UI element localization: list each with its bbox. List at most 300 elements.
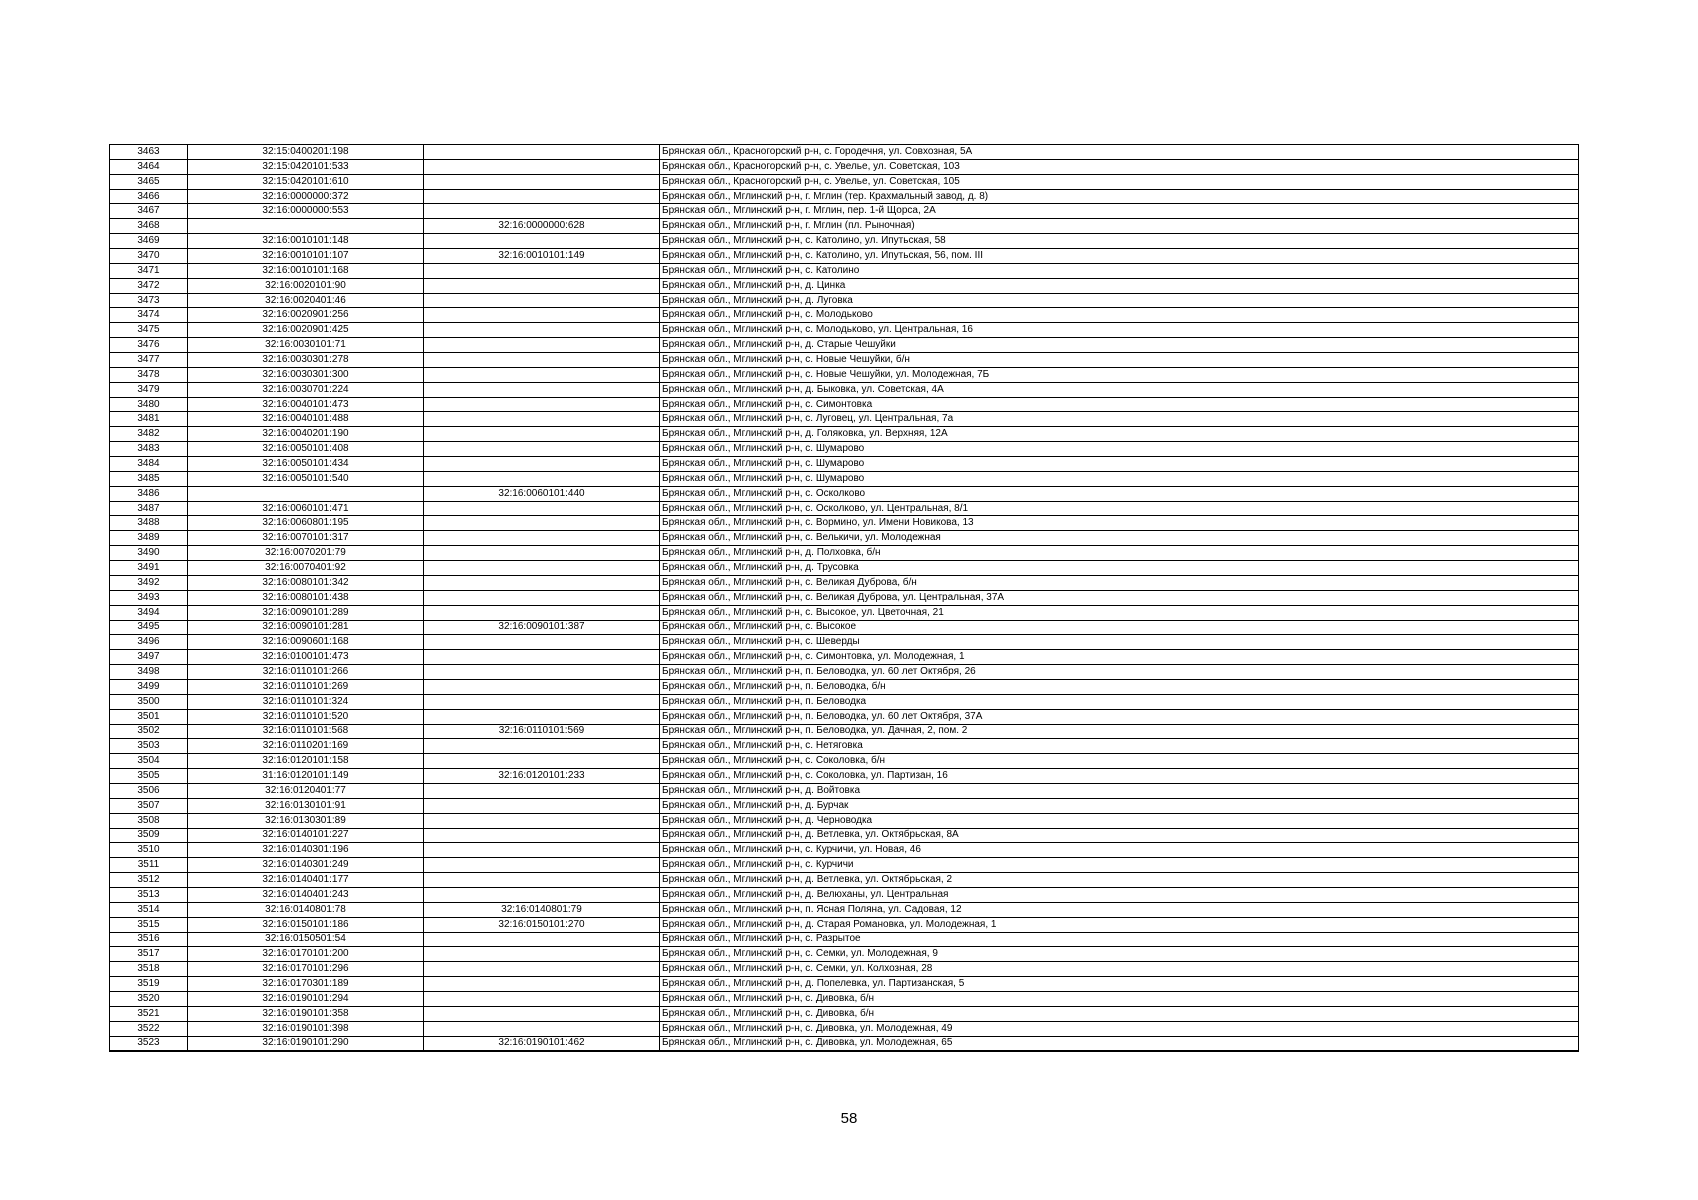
related-cadastral-number-cell	[424, 1021, 660, 1036]
related-cadastral-number-cell	[424, 1006, 660, 1021]
related-cadastral-number-cell	[424, 293, 660, 308]
cadastral-number-cell	[188, 219, 424, 234]
cadastral-number-cell: 32:16:0060101:471	[188, 501, 424, 516]
table-row	[110, 575, 1579, 590]
related-cadastral-number-cell: 32:16:0140801:79	[424, 902, 660, 917]
row-number-cell: 3516	[110, 932, 188, 947]
row-number-cell: 3473	[110, 293, 188, 308]
table-row	[110, 338, 1579, 353]
cadastral-number-cell: 32:16:0110101:324	[188, 694, 424, 709]
row-number-cell: 3511	[110, 858, 188, 873]
cadastral-number-cell: 32:16:0140401:177	[188, 873, 424, 888]
table-row	[110, 828, 1579, 843]
table-row	[110, 145, 1579, 160]
table-row	[110, 843, 1579, 858]
table-row	[110, 650, 1579, 665]
related-cadastral-number-cell	[424, 575, 660, 590]
table-row	[110, 367, 1579, 382]
cadastral-number-cell: 32:16:0150501:54	[188, 932, 424, 947]
table-row	[110, 486, 1579, 501]
address-cell: Брянская обл., Мглинский р-н, с. Великая Дуброва, б/н	[660, 575, 1579, 590]
address-cell: Брянская обл., Мглинский р-н, д. Полховка, б/н	[660, 546, 1579, 561]
row-number-cell: 3506	[110, 783, 188, 798]
related-cadastral-number-cell	[424, 323, 660, 338]
cadastral-number-cell: 32:16:0140401:243	[188, 887, 424, 902]
related-cadastral-number-cell	[424, 650, 660, 665]
address-cell: Брянская обл., Мглинский р-н, п. Беловодка	[660, 694, 1579, 709]
row-number-cell: 3498	[110, 665, 188, 680]
address-cell: Брянская обл., Мглинский р-н, д. Старые Чешуйки	[660, 338, 1579, 353]
cadastral-number-cell: 32:16:0170101:200	[188, 947, 424, 962]
registry-table	[109, 144, 1579, 1052]
address-cell: Брянская обл., Мглинский р-н, с. Высокое, ул. Цветочная, 21	[660, 605, 1579, 620]
table-row	[110, 471, 1579, 486]
table-row	[110, 501, 1579, 516]
related-cadastral-number-cell: 32:16:0090101:387	[424, 620, 660, 635]
table-row	[110, 427, 1579, 442]
row-number-cell: 3482	[110, 427, 188, 442]
cadastral-number-cell: 32:16:0090601:168	[188, 635, 424, 650]
address-cell: Брянская обл., Мглинский р-н, с. Осколково	[660, 486, 1579, 501]
row-number-cell: 3467	[110, 204, 188, 219]
cadastral-number-cell: 32:16:0010101:168	[188, 263, 424, 278]
address-cell: Брянская обл., Мглинский р-н, д. Цинка	[660, 278, 1579, 293]
row-number-cell: 3505	[110, 769, 188, 784]
table-row	[110, 531, 1579, 546]
related-cadastral-number-cell	[424, 531, 660, 546]
table-row	[110, 679, 1579, 694]
cadastral-number-cell: 32:16:0070201:79	[188, 546, 424, 561]
table-row	[110, 635, 1579, 650]
address-cell: Брянская обл., Мглинский р-н, с. Соколовка, ул. Партизан, 16	[660, 769, 1579, 784]
row-number-cell: 3466	[110, 189, 188, 204]
table-row	[110, 278, 1579, 293]
row-number-cell: 3518	[110, 962, 188, 977]
row-number-cell: 3465	[110, 174, 188, 189]
related-cadastral-number-cell	[424, 991, 660, 1006]
row-number-cell: 3515	[110, 917, 188, 932]
row-number-cell: 3517	[110, 947, 188, 962]
cadastral-number-cell: 32:16:0110201:169	[188, 739, 424, 754]
related-cadastral-number-cell	[424, 590, 660, 605]
row-number-cell: 3480	[110, 397, 188, 412]
address-cell: Брянская обл., Мглинский р-н, г. Мглин (тер. Крахмальный завод, д. 8)	[660, 189, 1579, 204]
cadastral-number-cell: 32:16:0080101:438	[188, 590, 424, 605]
table-row	[110, 234, 1579, 249]
cadastral-number-cell: 32:16:0000000:372	[188, 189, 424, 204]
table-row	[110, 991, 1579, 1006]
related-cadastral-number-cell	[424, 977, 660, 992]
cadastral-number-cell: 32:16:0040101:473	[188, 397, 424, 412]
cadastral-number-cell: 32:16:0170101:296	[188, 962, 424, 977]
address-cell: Брянская обл., Мглинский р-н, д. Попелевка, ул. Партизанская, 5	[660, 977, 1579, 992]
address-cell: Брянская обл., Красногорский р-н, с. Увелье, ул. Советская, 103	[660, 159, 1579, 174]
cadastral-number-cell: 32:16:0090101:289	[188, 605, 424, 620]
cadastral-number-cell: 32:16:0020101:90	[188, 278, 424, 293]
address-cell: Брянская обл., Мглинский р-н, с. Соколовка, б/н	[660, 754, 1579, 769]
cadastral-number-cell: 32:16:0030101:71	[188, 338, 424, 353]
related-cadastral-number-cell: 32:16:0000000:628	[424, 219, 660, 234]
row-number-cell: 3500	[110, 694, 188, 709]
address-cell: Брянская обл., Красногорский р-н, с. Городечня, ул. Совхозная, 5А	[660, 145, 1579, 160]
cadastral-number-cell: 31:16:0120101:149	[188, 769, 424, 784]
related-cadastral-number-cell: 32:16:0010101:149	[424, 249, 660, 264]
row-number-cell: 3499	[110, 679, 188, 694]
table-row	[110, 709, 1579, 724]
address-cell: Брянская обл., Мглинский р-н, с. Семки, ул. Колхозная, 28	[660, 962, 1579, 977]
related-cadastral-number-cell: 32:16:0060101:440	[424, 486, 660, 501]
related-cadastral-number-cell	[424, 962, 660, 977]
cadastral-number-cell: 32:16:0070401:92	[188, 561, 424, 576]
row-number-cell: 3523	[110, 1036, 188, 1051]
row-number-cell: 3502	[110, 724, 188, 739]
address-cell: Брянская обл., Мглинский р-н, д. Луговка	[660, 293, 1579, 308]
row-number-cell: 3522	[110, 1021, 188, 1036]
table-row	[110, 204, 1579, 219]
table-row	[110, 516, 1579, 531]
table-row	[110, 308, 1579, 323]
row-number-cell: 3472	[110, 278, 188, 293]
cadastral-number-cell: 32:16:0140301:249	[188, 858, 424, 873]
related-cadastral-number-cell	[424, 367, 660, 382]
related-cadastral-number-cell	[424, 932, 660, 947]
address-cell: Брянская обл., Мглинский р-н, с. Католино	[660, 263, 1579, 278]
cadastral-number-cell: 32:16:0030701:224	[188, 382, 424, 397]
address-cell: Брянская обл., Мглинский р-н, д. Быковка, ул. Советская, 4А	[660, 382, 1579, 397]
cadastral-number-cell: 32:16:0000000:553	[188, 204, 424, 219]
row-number-cell: 3490	[110, 546, 188, 561]
table-row	[110, 323, 1579, 338]
related-cadastral-number-cell	[424, 887, 660, 902]
related-cadastral-number-cell	[424, 412, 660, 427]
related-cadastral-number-cell	[424, 397, 660, 412]
related-cadastral-number-cell: 32:16:0190101:462	[424, 1036, 660, 1051]
address-cell: Брянская обл., Мглинский р-н, п. Беловодка, ул. Дачная, 2, пом. 2	[660, 724, 1579, 739]
address-cell: Брянская обл., Мглинский р-н, с. Луговец, ул. Центральная, 7а	[660, 412, 1579, 427]
related-cadastral-number-cell	[424, 174, 660, 189]
row-number-cell: 3503	[110, 739, 188, 754]
related-cadastral-number-cell	[424, 546, 660, 561]
address-cell: Брянская обл., Мглинский р-н, с. Велькичи, ул. Молодежная	[660, 531, 1579, 546]
table-row	[110, 189, 1579, 204]
cadastral-number-cell: 32:15:0420101:533	[188, 159, 424, 174]
address-cell: Брянская обл., Мглинский р-н, г. Мглин (пл. Рыночная)	[660, 219, 1579, 234]
related-cadastral-number-cell	[424, 679, 660, 694]
row-number-cell: 3469	[110, 234, 188, 249]
related-cadastral-number-cell	[424, 457, 660, 472]
table-row	[110, 219, 1579, 234]
address-cell: Брянская обл., Мглинский р-н, с. Католино, ул. Ипутьская, 56, пом. III	[660, 249, 1579, 264]
row-number-cell: 3481	[110, 412, 188, 427]
row-number-cell: 3513	[110, 887, 188, 902]
cadastral-number-cell: 32:16:0140101:227	[188, 828, 424, 843]
cadastral-number-cell: 32:16:0050101:540	[188, 471, 424, 486]
related-cadastral-number-cell	[424, 204, 660, 219]
address-cell: Брянская обл., Мглинский р-н, с. Симонтовка, ул. Молодежная, 1	[660, 650, 1579, 665]
cadastral-number-cell: 32:16:0020901:256	[188, 308, 424, 323]
address-cell: Брянская обл., Мглинский р-н, с. Дивовка, ул. Молодежная, 65	[660, 1036, 1579, 1051]
cadastral-number-cell: 32:16:0120401:77	[188, 783, 424, 798]
row-number-cell: 3520	[110, 991, 188, 1006]
related-cadastral-number-cell	[424, 427, 660, 442]
cadastral-number-cell: 32:16:0190101:294	[188, 991, 424, 1006]
row-number-cell: 3497	[110, 650, 188, 665]
address-cell: Брянская обл., Мглинский р-н, с. Курчичи	[660, 858, 1579, 873]
address-cell: Брянская обл., Красногорский р-н, с. Увелье, ул. Советская, 105	[660, 174, 1579, 189]
related-cadastral-number-cell: 32:16:0150101:270	[424, 917, 660, 932]
related-cadastral-number-cell: 32:16:0120101:233	[424, 769, 660, 784]
cadastral-number-cell: 32:16:0010101:148	[188, 234, 424, 249]
table-row	[110, 353, 1579, 368]
row-number-cell: 3510	[110, 843, 188, 858]
related-cadastral-number-cell	[424, 234, 660, 249]
related-cadastral-number-cell	[424, 798, 660, 813]
related-cadastral-number-cell	[424, 605, 660, 620]
row-number-cell: 3512	[110, 873, 188, 888]
table-row	[110, 1006, 1579, 1021]
address-cell: Брянская обл., Мглинский р-н, д. Бурчак	[660, 798, 1579, 813]
row-number-cell: 3476	[110, 338, 188, 353]
related-cadastral-number-cell: 32:16:0110101:569	[424, 724, 660, 739]
cadastral-number-cell: 32:16:0140301:196	[188, 843, 424, 858]
address-cell: Брянская обл., Мглинский р-н, п. Беловодка, ул. 60 лет Октября, 26	[660, 665, 1579, 680]
cadastral-number-cell: 32:16:0060801:195	[188, 516, 424, 531]
cadastral-number-cell: 32:16:0130101:91	[188, 798, 424, 813]
row-number-cell: 3508	[110, 813, 188, 828]
cadastral-number-cell: 32:16:0050101:434	[188, 457, 424, 472]
related-cadastral-number-cell	[424, 516, 660, 531]
table-row	[110, 754, 1579, 769]
address-cell: Брянская обл., Мглинский р-н, д. Старая Романовка, ул. Молодежная, 1	[660, 917, 1579, 932]
row-number-cell: 3484	[110, 457, 188, 472]
row-number-cell: 3471	[110, 263, 188, 278]
registry-table-body	[110, 145, 1579, 1052]
row-number-cell: 3489	[110, 531, 188, 546]
cadastral-number-cell: 32:16:0190101:290	[188, 1036, 424, 1051]
page-number: 58	[840, 1110, 858, 1127]
row-number-cell: 3470	[110, 249, 188, 264]
related-cadastral-number-cell	[424, 843, 660, 858]
table-row	[110, 902, 1579, 917]
cadastral-number-cell: 32:16:0040101:488	[188, 412, 424, 427]
table-row	[110, 620, 1579, 635]
related-cadastral-number-cell	[424, 159, 660, 174]
cadastral-number-cell: 32:16:0120101:158	[188, 754, 424, 769]
row-number-cell: 3495	[110, 620, 188, 635]
cadastral-number-cell: 32:15:0400201:198	[188, 145, 424, 160]
cadastral-number-cell: 32:16:0110101:520	[188, 709, 424, 724]
related-cadastral-number-cell	[424, 858, 660, 873]
address-cell: Брянская обл., Мглинский р-н, с. Дивовка, б/н	[660, 991, 1579, 1006]
row-number-cell: 3483	[110, 442, 188, 457]
cadastral-number-cell: 32:16:0090101:281	[188, 620, 424, 635]
table-row	[110, 546, 1579, 561]
table-row	[110, 590, 1579, 605]
cadastral-number-cell: 32:16:0040201:190	[188, 427, 424, 442]
related-cadastral-number-cell	[424, 709, 660, 724]
table-row	[110, 159, 1579, 174]
related-cadastral-number-cell	[424, 635, 660, 650]
table-row	[110, 977, 1579, 992]
address-cell: Брянская обл., Мглинский р-н, д. Велюханы, ул. Центральная	[660, 887, 1579, 902]
related-cadastral-number-cell	[424, 189, 660, 204]
address-cell: Брянская обл., Мглинский р-н, п. Беловодка, ул. 60 лет Октября, 37А	[660, 709, 1579, 724]
table-row	[110, 873, 1579, 888]
row-number-cell: 3493	[110, 590, 188, 605]
cadastral-number-cell: 32:15:0420101:610	[188, 174, 424, 189]
table-row	[110, 1021, 1579, 1036]
row-number-cell: 3474	[110, 308, 188, 323]
cadastral-number-cell: 32:16:0080101:342	[188, 575, 424, 590]
row-number-cell: 3478	[110, 367, 188, 382]
address-cell: Брянская обл., Мглинский р-н, с. Великая Дуброва, ул. Центральная, 37А	[660, 590, 1579, 605]
cadastral-number-cell: 32:16:0030301:300	[188, 367, 424, 382]
table-row	[110, 739, 1579, 754]
table-row	[110, 605, 1579, 620]
table-row	[110, 561, 1579, 576]
cadastral-number-cell: 32:16:0110101:269	[188, 679, 424, 694]
address-cell: Брянская обл., Мглинский р-н, с. Высокое	[660, 620, 1579, 635]
row-number-cell: 3501	[110, 709, 188, 724]
address-cell: Брянская обл., Мглинский р-н, п. Ясная Поляна, ул. Садовая, 12	[660, 902, 1579, 917]
address-cell: Брянская обл., Мглинский р-н, с. Нетяговка	[660, 739, 1579, 754]
related-cadastral-number-cell	[424, 754, 660, 769]
address-cell: Брянская обл., Мглинский р-н, с. Новые Чешуйки, ул. Молодежная, 7Б	[660, 367, 1579, 382]
related-cadastral-number-cell	[424, 145, 660, 160]
related-cadastral-number-cell	[424, 739, 660, 754]
cadastral-number-cell	[188, 486, 424, 501]
related-cadastral-number-cell	[424, 501, 660, 516]
cadastral-number-cell: 32:16:0050101:408	[188, 442, 424, 457]
table-row	[110, 887, 1579, 902]
related-cadastral-number-cell	[424, 813, 660, 828]
table-row	[110, 932, 1579, 947]
row-number-cell: 3479	[110, 382, 188, 397]
row-number-cell: 3491	[110, 561, 188, 576]
table-row	[110, 724, 1579, 739]
cadastral-number-cell: 32:16:0150101:186	[188, 917, 424, 932]
address-cell: Брянская обл., Мглинский р-н, д. Трусовка	[660, 561, 1579, 576]
related-cadastral-number-cell	[424, 828, 660, 843]
related-cadastral-number-cell	[424, 353, 660, 368]
row-number-cell: 3492	[110, 575, 188, 590]
address-cell: Брянская обл., Мглинский р-н, д. Ветлевка, ул. Октябрьская, 8А	[660, 828, 1579, 843]
table-row	[110, 397, 1579, 412]
address-cell: Брянская обл., Мглинский р-н, с. Молодьково, ул. Центральная, 16	[660, 323, 1579, 338]
row-number-cell: 3507	[110, 798, 188, 813]
address-cell: Брянская обл., Мглинский р-н, д. Черноводка	[660, 813, 1579, 828]
table-row	[110, 457, 1579, 472]
table-row	[110, 798, 1579, 813]
related-cadastral-number-cell	[424, 442, 660, 457]
address-cell: Брянская обл., Мглинский р-н, с. Осколково, ул. Центральная, 8/1	[660, 501, 1579, 516]
row-number-cell: 3468	[110, 219, 188, 234]
related-cadastral-number-cell	[424, 694, 660, 709]
related-cadastral-number-cell	[424, 263, 660, 278]
row-number-cell: 3519	[110, 977, 188, 992]
cadastral-number-cell: 32:16:0170301:189	[188, 977, 424, 992]
related-cadastral-number-cell	[424, 338, 660, 353]
address-cell: Брянская обл., Мглинский р-н, с. Новые Чешуйки, б/н	[660, 353, 1579, 368]
cadastral-number-cell: 32:16:0020901:425	[188, 323, 424, 338]
address-cell: Брянская обл., Мглинский р-н, с. Вормино, ул. Имени Новикова, 13	[660, 516, 1579, 531]
cadastral-number-cell: 32:16:0190101:398	[188, 1021, 424, 1036]
row-number-cell: 3514	[110, 902, 188, 917]
table-row	[110, 263, 1579, 278]
table-row	[110, 293, 1579, 308]
table-row	[110, 1036, 1579, 1051]
cadastral-number-cell: 32:16:0010101:107	[188, 249, 424, 264]
address-cell: Брянская обл., Мглинский р-н, с. Разрытое	[660, 932, 1579, 947]
row-number-cell: 3509	[110, 828, 188, 843]
related-cadastral-number-cell	[424, 561, 660, 576]
table-row	[110, 249, 1579, 264]
row-number-cell: 3475	[110, 323, 188, 338]
address-cell: Брянская обл., Мглинский р-н, с. Шумарово	[660, 442, 1579, 457]
address-cell: Брянская обл., Мглинский р-н, д. Голяковка, ул. Верхняя, 12А	[660, 427, 1579, 442]
cadastral-number-cell: 32:16:0030301:278	[188, 353, 424, 368]
table-row	[110, 813, 1579, 828]
table-row	[110, 665, 1579, 680]
table-row	[110, 412, 1579, 427]
address-cell: Брянская обл., Мглинский р-н, д. Ветлевка, ул. Октябрьская, 2	[660, 873, 1579, 888]
address-cell: Брянская обл., Мглинский р-н, с. Шеверды	[660, 635, 1579, 650]
cadastral-number-cell: 32:16:0110101:568	[188, 724, 424, 739]
row-number-cell: 3485	[110, 471, 188, 486]
row-number-cell: 3463	[110, 145, 188, 160]
related-cadastral-number-cell	[424, 278, 660, 293]
row-number-cell: 3521	[110, 1006, 188, 1021]
related-cadastral-number-cell	[424, 665, 660, 680]
address-cell: Брянская обл., Мглинский р-н, г. Мглин, пер. 1-й Щорса, 2А	[660, 204, 1579, 219]
address-cell: Брянская обл., Мглинский р-н, с. Симонтовка	[660, 397, 1579, 412]
related-cadastral-number-cell	[424, 382, 660, 397]
table-row	[110, 917, 1579, 932]
address-cell: Брянская обл., Мглинский р-н, с. Шумарово	[660, 471, 1579, 486]
table-row	[110, 858, 1579, 873]
address-cell: Брянская обл., Мглинский р-н, с. Дивовка, ул. Молодежная, 49	[660, 1021, 1579, 1036]
table-row	[110, 694, 1579, 709]
row-number-cell: 3464	[110, 159, 188, 174]
address-cell: Брянская обл., Мглинский р-н, д. Войтовка	[660, 783, 1579, 798]
address-cell: Брянская обл., Мглинский р-н, п. Беловодка, б/н	[660, 679, 1579, 694]
cadastral-number-cell: 32:16:0110101:266	[188, 665, 424, 680]
related-cadastral-number-cell	[424, 471, 660, 486]
table-row	[110, 962, 1579, 977]
row-number-cell: 3496	[110, 635, 188, 650]
row-number-cell: 3477	[110, 353, 188, 368]
table-row	[110, 382, 1579, 397]
cadastral-number-cell: 32:16:0190101:358	[188, 1006, 424, 1021]
related-cadastral-number-cell	[424, 947, 660, 962]
address-cell: Брянская обл., Мглинский р-н, с. Дивовка, б/н	[660, 1006, 1579, 1021]
table-row	[110, 947, 1579, 962]
row-number-cell: 3494	[110, 605, 188, 620]
related-cadastral-number-cell	[424, 873, 660, 888]
related-cadastral-number-cell	[424, 783, 660, 798]
table-row	[110, 769, 1579, 784]
table-row	[110, 174, 1579, 189]
table-row	[110, 783, 1579, 798]
address-cell: Брянская обл., Мглинский р-н, с. Молодьково	[660, 308, 1579, 323]
row-number-cell: 3487	[110, 501, 188, 516]
cadastral-number-cell: 32:16:0130301:89	[188, 813, 424, 828]
cadastral-number-cell: 32:16:0070101:317	[188, 531, 424, 546]
address-cell: Брянская обл., Мглинский р-н, с. Курчичи, ул. Новая, 46	[660, 843, 1579, 858]
cadastral-number-cell: 32:16:0140801:78	[188, 902, 424, 917]
address-cell: Брянская обл., Мглинский р-н, с. Шумарово	[660, 457, 1579, 472]
row-number-cell: 3486	[110, 486, 188, 501]
